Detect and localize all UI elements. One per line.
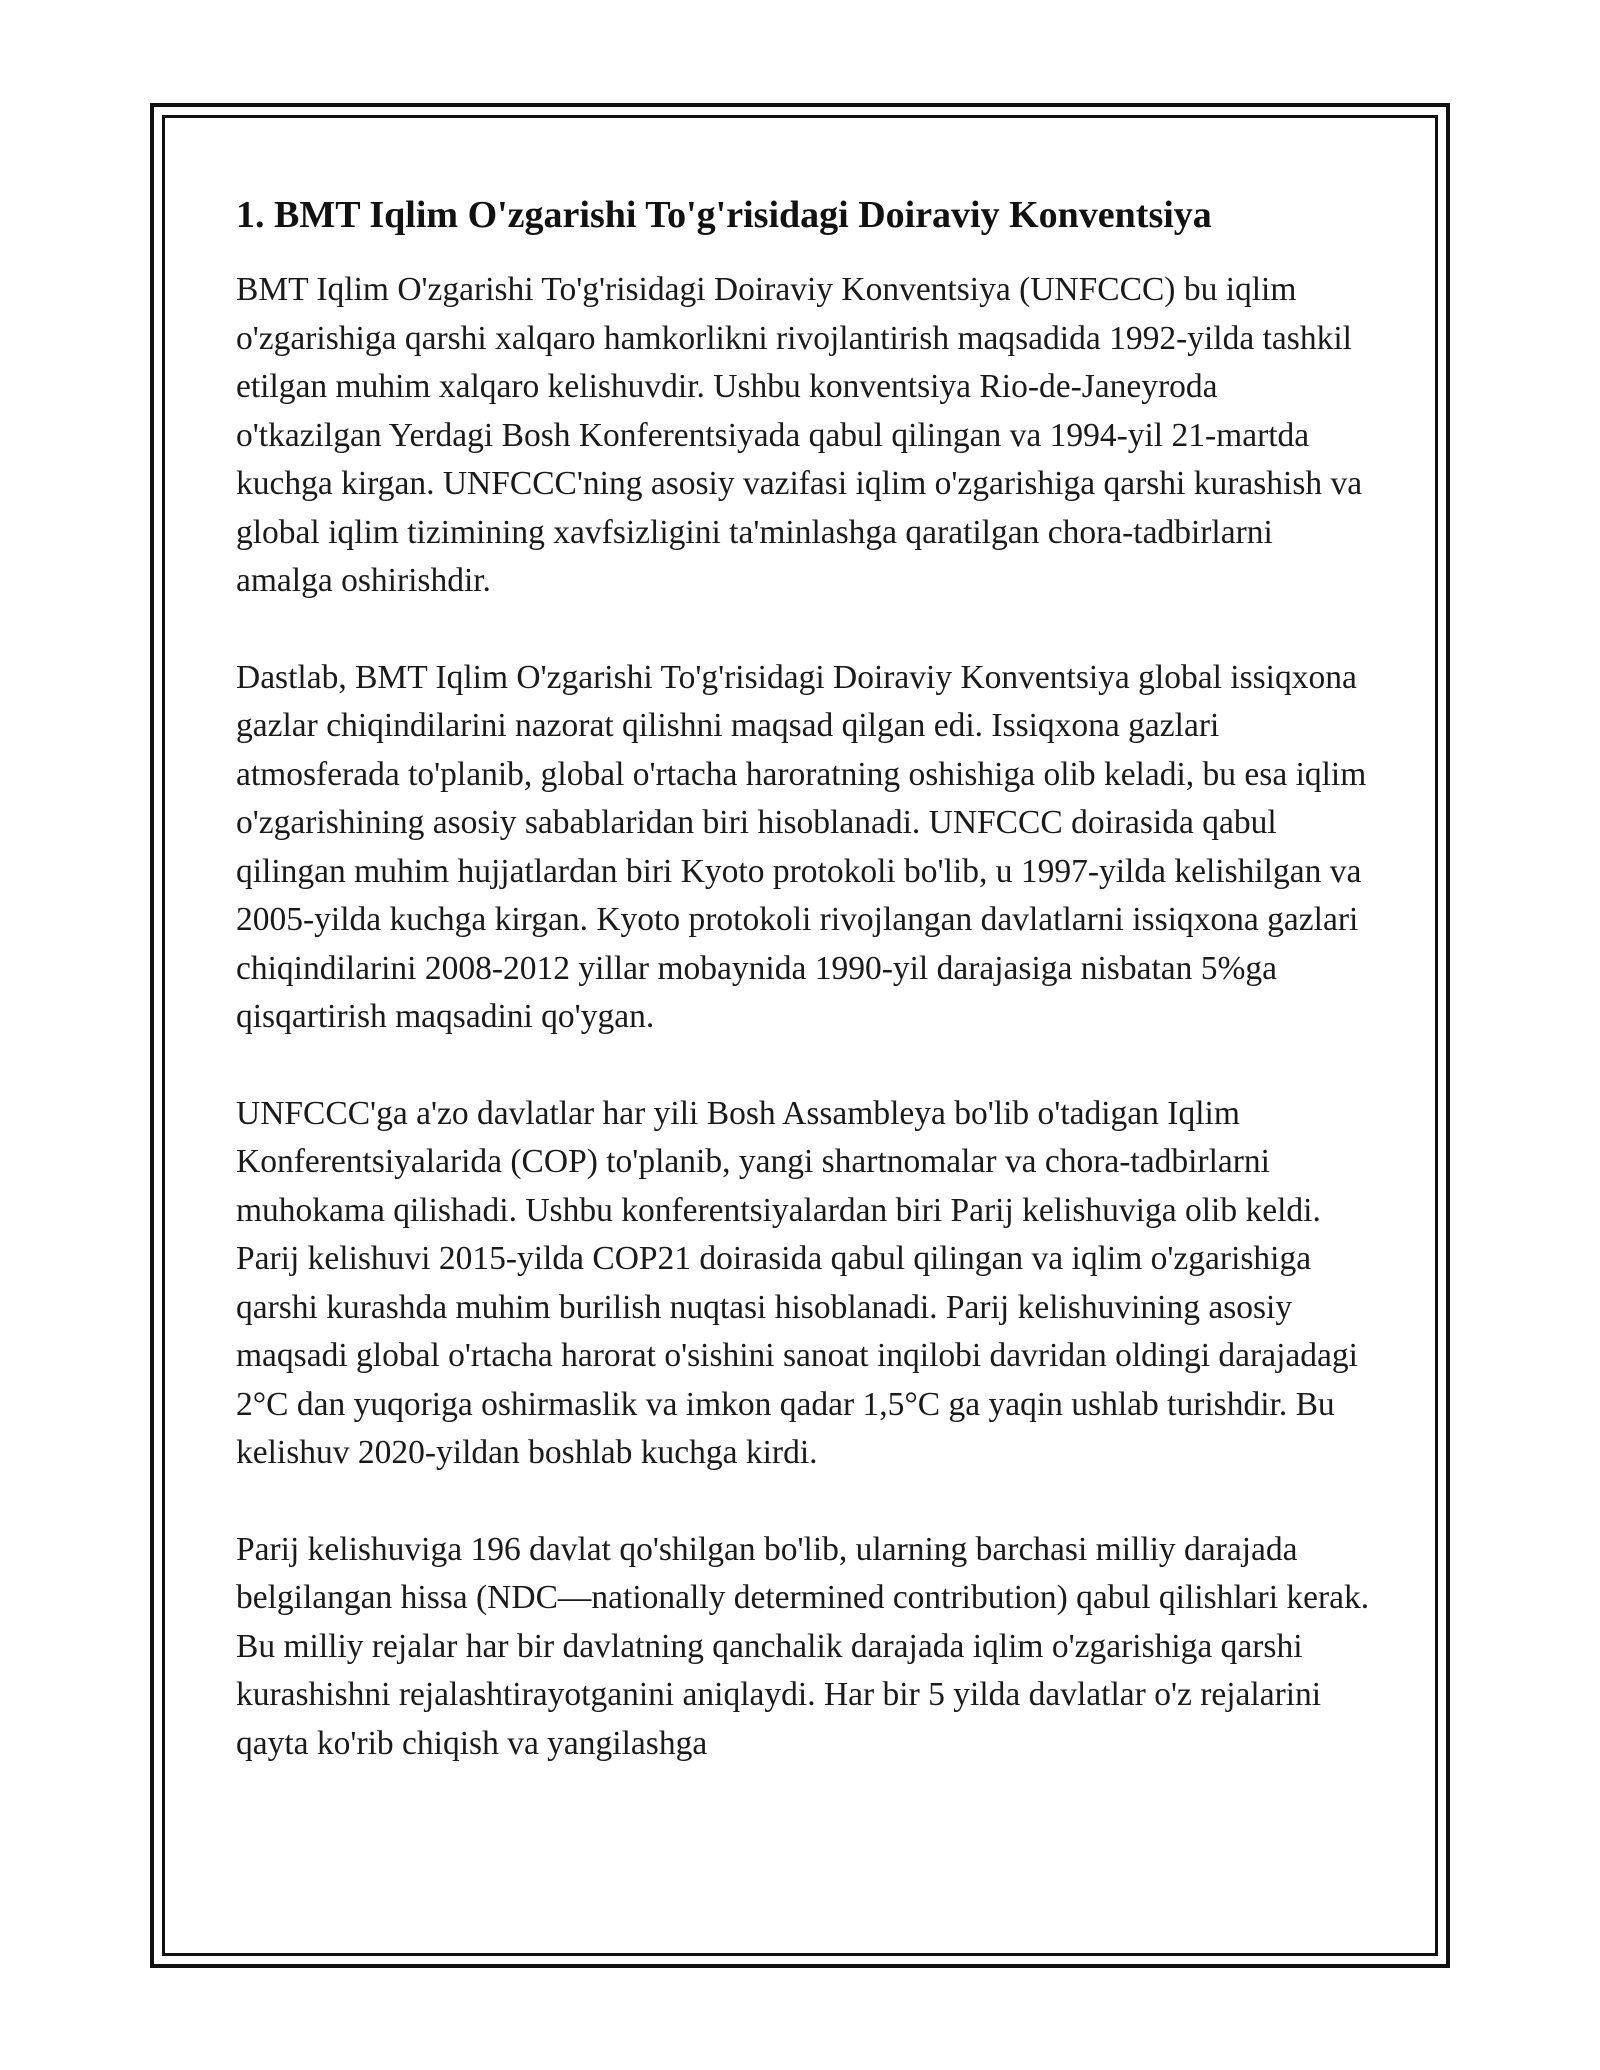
paragraph-paris-agreement: UNFCCC'ga a'zo davlatlar har yili Bosh Assambleya bo'lib o'tadigan Iqlim Konferentsiyalarida (COP) to'planib, yangi shartnomalar va chora-tadbirlarni muhokama qilishadi. Ushbu konferentsiyalardan biri Parij kelishuviga olib keldi. Parij kelishuvi 2015-yilda COP21 doirasida qabul qilingan va iqlim o'zgarishiga qarshi kurashda muhim burilish nuqtasi hisoblanadi. Parij kelishuvining asosiy maqsadi global o'rtacha harorat o'sishini sanoat inqilobi davridan oldingi darajadagi 2°C dan yuqoriga oshirmaslik va imkon qadar 1,5°C ga yaqin ushlab turishdir. Bu kelishuv 2020-yildan boshlab kuchga kirdi. [236, 1094, 1358, 1471]
paragraph-kyoto-protocol: Dastlab, BMT Iqlim O'zgarishi To'g'risidagi Doiraviy Konventsiya global issiqxona gazlar chiqindilarini nazorat qilishni maqsad qilgan edi. Issiqxona gazlari atmosferada to'planib, global o'rtacha haroratning oshishiga olib keladi, bu esa iqlim o'zgarishining asosiy sabablaridan biri hisoblanadi. UNFCCC doirasida qabul qilingan muhim hujjatlardan biri Kyoto protokoli bo'lib, u 1997-yilda kelishilgan va 2005-yilda kuchga kirgan. Kyoto protokoli rivojlangan davlatlarni issiqxona gazlari chiqindilarini 2008-2012 yillar mobaynida 1990-yil darajasiga nisbatan 5%ga qisqartirish maqsadini qo'ygan. [236, 658, 1367, 1035]
document-body [236, 190, 1370, 1816]
paragraph-unfccc-intro: BMT Iqlim O'zgarishi To'g'risidagi Doiraviy Konventsiya (UNFCCC) bu iqlim o'zgarishiga qarshi xalqaro hamkorlikni rivojlantirish maqsadida 1992-yilda tashkil etilgan muhim xalqaro kelishuvdir. Ushbu konventsiya Rio-de-Janeyroda o'tkazilgan Yerdagi Bosh Konferentsiyada qabul qilingan va 1994-yil 21-martda kuchga kirgan. UNFCCC'ning asosiy vazifasi iqlim o'zgarishiga qarshi kurashish va global iqlim tizimining xavfsizligini ta'minlashga qaratilgan chora-tadbirlarni amalga oshirishdir. [236, 271, 1363, 599]
paragraph-ndc: Parij kelishuviga 196 davlat qo'shilgan bo'lib, ularning barchasi milliy darajada belgilangan hissa (NDC—nationally determined contribution) qabul qilishlari kerak. Bu milliy rejalar har bir davlatning qanchalik darajada iqlim o'zgarishiga qarshi kurashishni rejalashtirayotganini aniqlaydi. Har bir 5 yilda davlatlar o'z rejalarini qayta ko'rib chiqish va yangilashga [236, 1530, 1370, 1762]
section-heading: 1. BMT Iqlim O'zgarishi To'g'risidagi Doiraviy Konventsiya [236, 194, 1212, 236]
